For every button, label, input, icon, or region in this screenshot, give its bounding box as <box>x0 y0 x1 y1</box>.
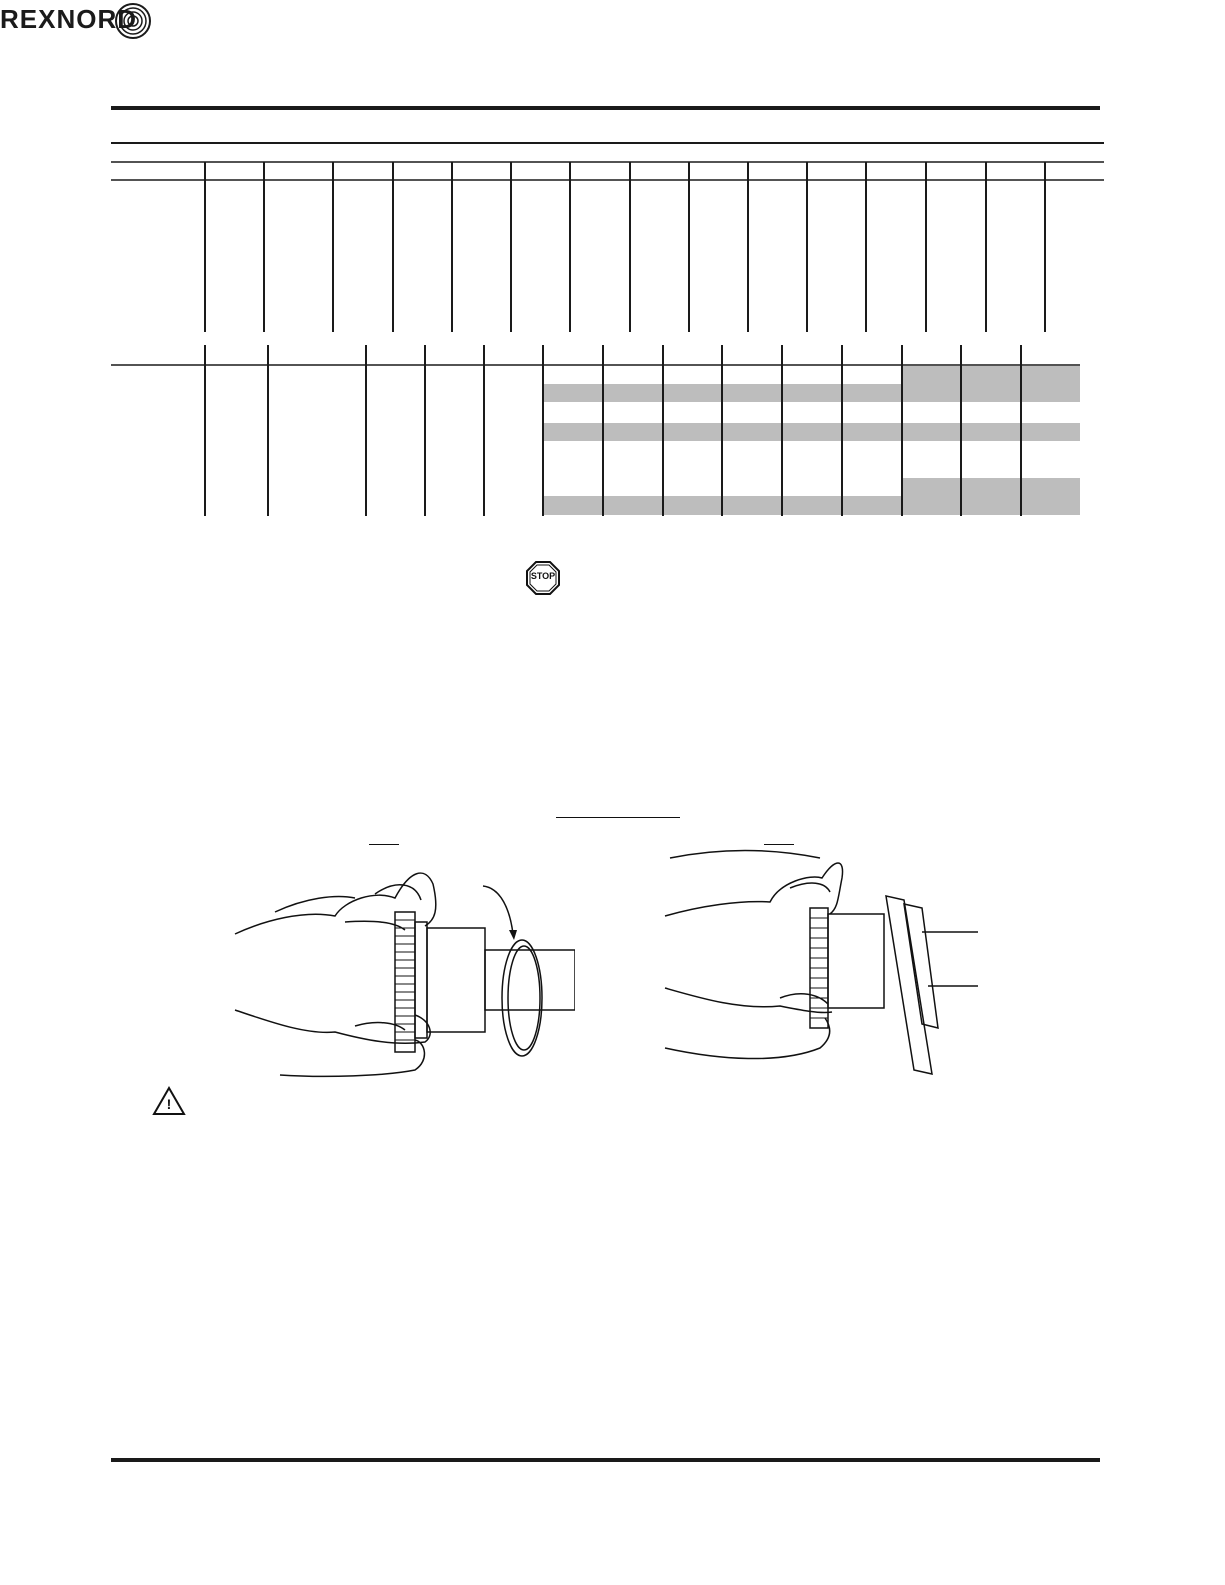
figure-title-underline <box>556 817 680 818</box>
footer-rule <box>111 1458 1100 1462</box>
brand-logo-text: REXNORD <box>0 4 138 34</box>
figure-left-illustration <box>225 850 575 1085</box>
figure-right-illustration <box>660 838 985 1083</box>
lower-table <box>111 345 1080 516</box>
warning-icon <box>152 1086 186 1116</box>
stop-sign-icon <box>525 560 561 596</box>
stop-sign-label: STOP <box>530 571 556 581</box>
warning-icon-symbol: ! <box>166 1096 172 1112</box>
logo-swirl-icon <box>112 0 154 42</box>
header-rule <box>111 106 1100 110</box>
upper-table <box>111 143 1104 332</box>
lower-table-shading <box>543 366 1080 515</box>
brand-logo <box>0 0 190 44</box>
figure-left-label-underline <box>369 844 399 845</box>
